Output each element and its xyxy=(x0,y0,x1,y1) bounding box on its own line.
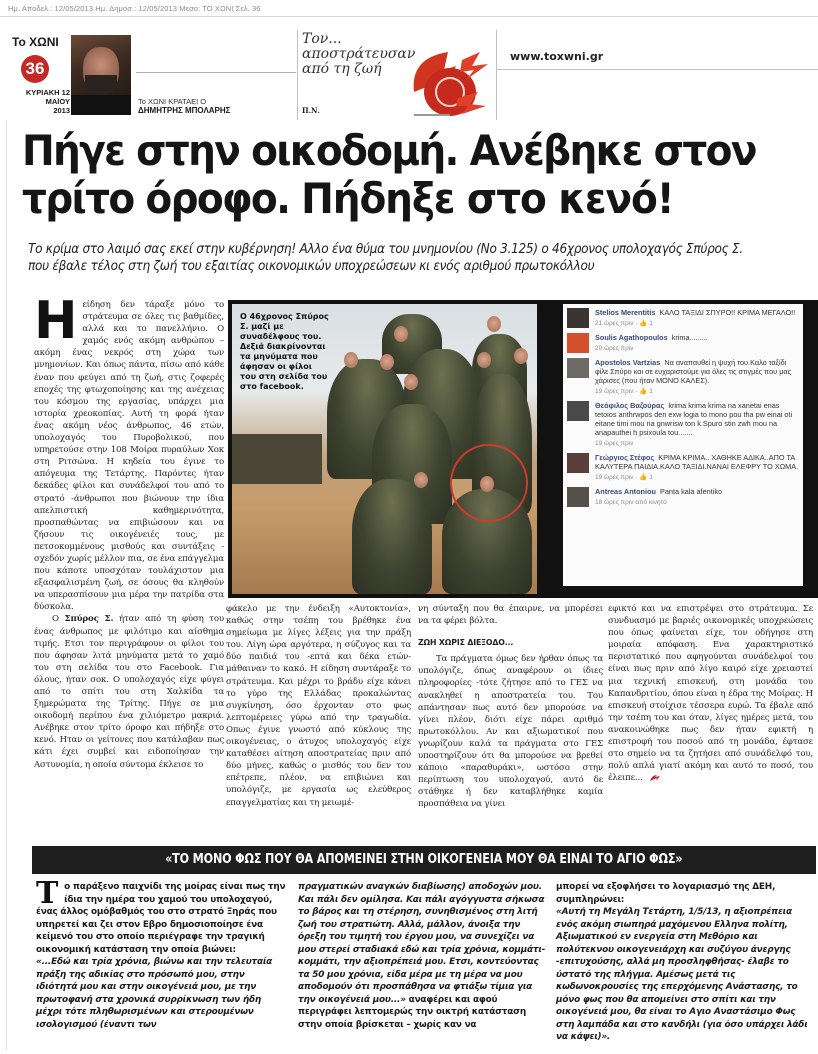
website-link[interactable]: www.toxwni.gr xyxy=(510,50,604,63)
issue-date-day: ΚΥΡΙΑΚΗ 12 xyxy=(25,88,70,97)
avatar xyxy=(567,487,589,507)
comment-meta: 19 ώρες πριν · 👍 1 xyxy=(595,474,653,481)
avatar xyxy=(567,401,589,421)
section-heading: ΖΩΗ ΧΩΡΙΣ ΔΙΕΞΟΔΟ... xyxy=(418,638,514,648)
quoted-text: «Αυτή τη Μεγάλη Τετάρτη, 1/5/13, η αξιοπρέπεια ενός ακόμη σιωπηρά μαχόμενου Ελληνα πολίτη, Αξιωματικού εν ενεργεία στη Μεθόριο και πολύτεκνου οικογενειάρχη και συζύγου άνεργης -επιτυχούσης, αλλά μη προσληφθήσας- έλαβε το ύστατό της πλήγμα. Αμέσως μετά τις κωδωνοκρουσίες της επερχόμενης Ανάστασης, το μόνο φως που θα απομείνει στο σπίτι και την οικογένειά μου, θα είναι το Αγιο Αναστάσιμο Φως στη λαμπάδα και στο κανδήλι (για όσο υπάρχει λάδι να κάψει)». xyxy=(556,907,808,1042)
facebook-comment xyxy=(567,358,799,396)
comment-time: 19 ώρες πριν xyxy=(595,388,634,395)
like-icon[interactable]: 👍 xyxy=(639,320,648,327)
comment-meta xyxy=(595,344,799,353)
comment-text: ΚΡΙΜΑ ΚΡΙΜΑ.. ΧΑΘΗΚΕ ΑΔΙΚΑ..ΑΠΟ ΤΑ ΚΑΛΥΤΕΡΑ ΠΑΙΔΙΑ.ΚΑΛΟ ΤΑΞΙΔΙ.ΝΑΝΑΙ ΕΛΕΦΡΥ ΤΟ ΧΩΜΑ. xyxy=(595,453,799,471)
comment-meta: 21 ώρες πριν · 👍 1 xyxy=(595,320,653,327)
face xyxy=(514,348,528,364)
meta-divider xyxy=(0,16,818,17)
drop-cap: Τ xyxy=(36,876,59,911)
comment-meta xyxy=(595,439,799,448)
issue-date-year: 2013 xyxy=(53,106,70,115)
comment-text: ΚΑΛΟ ΤΑΞΙΔΙ ΣΠΥΡΟ!! ΚΡΙΜΑ ΜΕΓΑΛΟ!! xyxy=(659,308,796,317)
article-column-1 xyxy=(34,291,224,771)
header-column-divider xyxy=(496,30,497,120)
face xyxy=(344,352,358,368)
face xyxy=(414,472,428,488)
columnist-shirt xyxy=(71,95,131,115)
like-icon[interactable]: 👍 xyxy=(639,388,648,395)
highlight-circle xyxy=(450,444,528,522)
person-name: Σπύρος Σ. xyxy=(64,614,114,625)
columnist-photo xyxy=(71,35,131,115)
article-column-2: φάκελο με την ένδειξη «Αυτοκτονία», καθώς στην τσέπη του βρέθηκε ένα σημείωμα με λίγες λέξεις για την πράξη του. Λίγη ώρα αργότερα, η σύζυγος και τα δύο παιδιά του -επτά και δέκα ετών- μάθαιναν το κακό. Η είδηση συντάραξε το στράτευμα. Και μέχρι το βράδυ είχε κάνει το γύρο της Ελλάδας προκαλώντας συγκίνηση, όσο έρχονταν στο φως λεπτομέρειες γύρω από την τραγωδία. Οπως έγινε γνωστό από κύκλους της οικογένειας, ο άτυχος υπολοχαγός είχε καταθέσει αίτηση αποστρατείας πριν από δύο μήνες, καθώς ο μισθός του δεν του επέτρεπε, πλέον, να επιβιώνει και υπολόγιζε, με εργασία ως ελεύθερος επαγγελματίας και τη μειωμέ- xyxy=(226,604,411,808)
sidebar-column-2 xyxy=(298,881,546,1031)
column-title-line: αποστράτευσαν xyxy=(302,46,416,62)
commenter-name[interactable]: Stelios Merentitis xyxy=(595,308,656,317)
facebook-comments-panel xyxy=(541,300,818,598)
commenter-name[interactable]: Soulis Agathopoulos xyxy=(595,333,668,342)
column-title-line: από τη ζωή xyxy=(302,61,382,77)
comment-text: krima krima krima na xanetai enas tetoios anthrwpos den exw logia to mono pou tha pw einai oti eitane timi mou na gnwrisw ton k.Spuro stin zwh mou na anapauthei h psixoula tou....... xyxy=(595,401,793,437)
paragraph-lead: Ο xyxy=(52,614,65,625)
facebook-comments-list xyxy=(563,304,803,586)
like-count: 1 xyxy=(649,388,653,395)
soldiers-photo xyxy=(232,304,537,594)
like-count: 1 xyxy=(649,320,653,327)
header-divider xyxy=(497,69,818,70)
comment-text: Να αναπαυθεί η ψυχή του.Καλο ταξίδι φίλε Σπύρο και σε ευχαριστούμε για όλες τις στιγμές που μας χάρισες (που ήταν ΜΟΝΟ ΚΑΛΕΣ). xyxy=(595,358,792,385)
military-vehicle xyxy=(232,434,322,484)
face xyxy=(380,354,394,370)
avatar xyxy=(567,333,589,353)
column-title-line: Τον... xyxy=(302,31,342,47)
comment-meta xyxy=(595,498,799,507)
article-column-4 xyxy=(608,603,813,784)
article-paragraph: νη σύνταξη που θα έπαιρνε, να μπορέσει να τα φέρει βόλτα. xyxy=(418,604,603,627)
sidebar-paragraph: μπορεί να εξοφλήσει το λογαριασμό της ΔΕΗ, συμπληρώνει: xyxy=(556,882,776,905)
headline-regular: Πήγε στην οικοδομή. Ανέβηκε στον τρίτο όροφο. xyxy=(22,126,756,223)
article-paragraph: είδηση δεν τάραξε μόνο το στράτευμα σε όλες τις βαθμίδες, αλλά και το πανελλήνιο. Ο χαμός ενός ακόμη ανθρώπου – ακόμη ένας νεκρός στη χώρα των μνημονίων. Και όπως πάντα, πίσω από κάθε έναν που φεύγει από τη ζωή, στις ζοφερές εποχές της φτωχοποίησης και της ανέχειας του κόσμου της εργασίας, υπάρχει μια ιστορία χρεοκοπίας. Αυτή τη φορά ήταν ένας ακόμη νέος άνθρωπος, 46 ετών, υπολοχαγός του Πυροβολικού, που υπηρετούσε στην 108 Μοίρα πυραύλων Χοκ στη Ριτσώνα. Η κηδεία του έγινε το απόγευμα της Τετάρτης. Παρόντες ήταν δεκάδες φίλοι και συνάδελφοί του από το στρατό -άνθρωποι που βιώνουν την ίδια απελπιστική καθημερινότητα, προσπαθώντας να επιβιώσουν και να ζήσουν τις οικογένειές τους, με πετσοκομμένους μισθούς και συντάξεις - σχεδόν χωρίς μέλλον πια, σε ένα επάγγελμα που κάποτε υποσχόταν τουλάχιστον μια εξασφαλισμένη ζωή, σε όσους θα κληθούν να υπερασπίσουν μια μέρα την πατρίδα στα δύσκολα. xyxy=(34,300,224,613)
columnist-name: ΔΗΜΗΤΡΗΣ ΜΠΟΛΑΡΗΣ xyxy=(138,106,231,115)
comment-text: krima......... xyxy=(671,333,708,342)
comment-time: 19 ώρες πριν xyxy=(595,440,634,447)
drop-cap: Η xyxy=(34,291,78,351)
avatar xyxy=(567,358,589,378)
headline-bold: Πήδηξε στο κενό! xyxy=(301,174,674,223)
quote-banner-text: «ΤΟ ΜΟΝΟ ΦΩΣ ΠΟΥ ΘΑ ΑΠΟΜΕΙΝΕΙ ΣΤΗΝ ΟΙΚΟΓΕΝΕΙΑ ΜΟΥ ΘΑ ΕΙΝΑΙ ΤΟ ΑΓΙΟ ΦΩΣ» xyxy=(165,852,683,867)
quoted-text: «...Εδώ και τρία χρόνια, βιώνω και την τελευταία πράξη της αδικίας στο πρόσωπό μου, στην ιδιότητά μου και στην οικογένειά μου, με την πρωτοφανή στα χρονικά συρρίκνωση των ήδη μέχρι τότε πληθωρισμένων και στερουμένων ισολογισμού (έναντι των xyxy=(36,957,273,1030)
commenter-name[interactable]: Θεόφιλος Βαζούρας xyxy=(595,401,665,410)
comment-time: 19 ώρες πριν xyxy=(595,474,634,481)
like-count: 1 xyxy=(649,474,653,481)
avatar xyxy=(567,453,589,473)
face xyxy=(394,326,408,342)
comment-meta: 19 ώρες πριν · 👍 1 xyxy=(595,388,653,395)
comment-time: 18 ώρες πριν από κινητό xyxy=(595,499,667,506)
sidebar-paragraph: αναφέρει και αφού περιγράφει λεπτομερώς την οικτρή κατάσταση στην οποία βρίσκεται – χωρίς καν να xyxy=(298,994,526,1030)
article-photo xyxy=(228,300,541,598)
facebook-comment xyxy=(567,333,799,353)
column-logo-icon xyxy=(400,40,492,120)
commenter-name[interactable]: Apostolos Vartzias xyxy=(595,358,661,367)
issue-date-month: ΜΑΪΟΥ xyxy=(45,97,70,106)
sidebar-column-1 xyxy=(36,876,286,1031)
newspaper-brand: Το ΧΩΝΙ xyxy=(12,35,59,49)
quote-banner xyxy=(32,846,816,874)
facebook-comment xyxy=(567,453,799,482)
article-column-3 xyxy=(418,603,603,811)
clipping-meta: Ημ. Αποδελ.: 12/05/2013 Ημ. Δημοσ.: 12/05/2013 Μεσο: ΤΟ ΧΩΝΙ Σελ. 36 xyxy=(8,4,261,13)
article-paragraph xyxy=(34,613,224,770)
page-number-badge: 36 xyxy=(21,55,49,83)
facebook-comment xyxy=(567,487,799,507)
face xyxy=(404,374,418,390)
avatar xyxy=(567,308,589,328)
columnist-beard xyxy=(85,75,117,95)
columnist-label: Το ΧΩΝΙ ΚΡΑΤΑΕΙ Ο xyxy=(138,97,207,106)
quoted-text: πραγματικών αναγκών διαβίωσης) αποδοχών μου. Και πάλι δεν ομίλησα. Και πάλι αγόγγυστα σήκωσα το βάρος και τη στέρηση, συνηθισμένος στη λιτή ζωή του στρατιώτη. Αλλά, μάλλον, άνοιξα την όρεξη του τιμητή του έργου μου, να συνεχίζει να μου στερεί σταδιακά εδώ και τρία χρόνια, κομμάτι-κομμάτι, την αξιοπρέπειά μου. Ετσι, κοντεύοντας τα 50 μου χρόνια, είδα μέρα με τη μέρα να μου αποδομούν ότι προσπάθησα να φτιάξω τίμια για την οικογένειά μου...» xyxy=(298,882,546,1005)
page-margin-rule xyxy=(6,120,7,1050)
article-paragraph: Τα πράγματα όμως δεν ήρθαν όπως τα υπολόγιζε, όπως αναφέρουν οι ίδιες πληροφορίες -τότε ζήτησε από το ΓΕΣ να ανακληθεί η αποστρατεία του. Του απάντησαν πως αυτό δεν μπορούσε να γίνει πλέον, διότι είχε πάρει αριθμό πρωτοκόλλου. Αν και αξιωματικοί που γνωρίζουν καλά τα πράγματα στο ΓΕΣ υποστηρίζουν ότι θα μπορούσε να βρεθεί κάποιο «παραθυράκι», ωστόσο στην περίπτωση του υπολοχαγού, αυτό δε στάθηκε ή δεν καταβλήθηκε καμία προσπάθεια να γίνει xyxy=(418,654,603,810)
photo-caption: Ο 46χρονος Σπύρος Σ. μαζί με συναδέλφους του. Δεξιά διακρίνονται τα μηνύματα που άφησαν οι φίλοι του στη σελίδα του στο facebook. xyxy=(240,312,329,391)
facebook-comment xyxy=(567,308,799,328)
facebook-comment xyxy=(567,401,799,448)
soldier-figure xyxy=(352,479,432,594)
article-paragraph: εφικτό και να επιστρέψει στο στράτευμα. Σε συνδυασμό με βαριές οικονομικές υποχρεώσεις που όπως φαίνεται είχε, τον οδήγησε στη μοιραία απόφαση. Ενα χαρακτηριστικό περιστατικό που αφηγούνται συνάδελφοί του είναι πως πριν από λίγο καιρό είχε χρειαστεί μια τεχνική επισκευή, στη μονάδα του Καπανδριτίου, όπου είναι η έδρα της Μοίρας. Η επισκευή στοίχισε τέσσερα ευρώ. Τα έβαλε από την τσέπη του και όταν, λίγες ημέρες μετά, του ανακοινώθηκε πως δεν ήταν εφικτή η επιστροφή του ποσού από τη μονάδα, έφτασε στο σημείο να τα ζητήσει από συνάδελφό του, πολύ απλά γιατί ακόμη και αυτό το ποσό, του έλειπε... xyxy=(608,604,813,784)
commenter-name[interactable]: Antreas Antoniou xyxy=(595,487,656,496)
comment-text: Panta kala afentiko xyxy=(659,487,723,496)
paragraph-text: ήταν από τη φύση του ένας άνθρωπος με φιλότιμο και αίσθημα τιμής. Ετσι τον περιγράφουν οι φίλοι του που άφησαν λιτά μηνύματα μετά το χαμό του στη σελίδα του στο Facebook. Για όλους, ήταν σοκ. Ο υπολοχαγός είχε φύγει από το σπίτι του στη Χαλκίδα τα ξημερώματα της Τρίτης. Πήγε σε μια οικοδομή περίπου ένα χιλιόμετρο μακριά. Ανέβηκε στον τρίτο όροφο και πήδηξε στο κενό. Ηταν οι γείτονες που κατάλαβαν πως κάτι έχει συμβεί και ειδοποίησαν την Αστυνομία, η οποία σύντομα έκλεισε το xyxy=(34,614,224,770)
sidebar-paragraph: ο παράξενο παιχνίδι της μοίρας είναι πως την ίδια την ημέρα του χαμού του υπολοχαγού, ένας άλλος ομόβαθμός του στο στρατό Ξηράς που υπηρετεί και ζει στον Εβρο δημοσιοποίησε ένα κείμενό του στο οποίο περιέγραφε την τραγική οικονομική κατάσταση την οποία βιώνει: xyxy=(36,882,286,955)
sidebar-column-3 xyxy=(556,881,814,1044)
face xyxy=(477,352,491,368)
face xyxy=(487,316,501,332)
end-of-article-icon xyxy=(649,774,661,782)
issue-date xyxy=(8,88,70,115)
article-headline xyxy=(22,127,757,223)
header-divider xyxy=(136,72,296,73)
commenter-name[interactable]: Γεώργιος Στέφος xyxy=(595,453,655,462)
like-icon[interactable]: 👍 xyxy=(639,474,648,481)
comment-time: 20 ώρες πριν xyxy=(595,345,634,352)
header-column-divider xyxy=(297,30,298,120)
article-subhead: Το κρίμα στο λαιμό σας εκεί στην κυβέρνηση! Αλλο ένα θύμα του μνημονίου (Νο 3.125) ο 46χρονος υπολοχαγός Σπύρος Σ. που έβαλε τέλος στη ζωή του εξαιτίας οικονομικών υποχρεώσεων κι ενός αριθμού πρωτοκόλλου xyxy=(28,242,743,274)
comment-time: 21 ώρες πριν xyxy=(595,320,634,327)
column-initials: Π.Ν. xyxy=(302,106,320,115)
